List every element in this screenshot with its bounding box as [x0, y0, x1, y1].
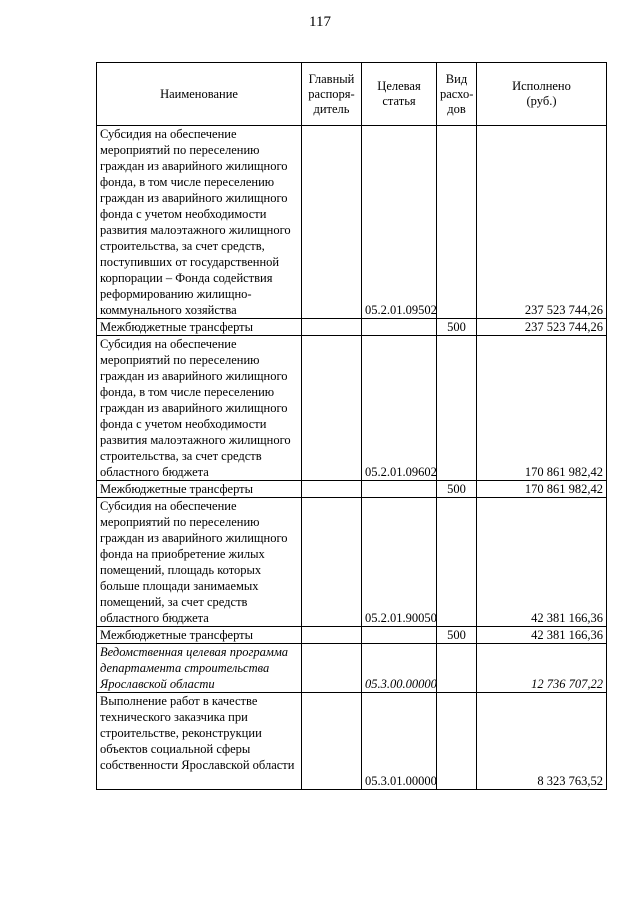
name-line: Межбюджетные трансферты [100, 320, 254, 334]
cell-name [97, 336, 302, 481]
page-number: 117 [309, 14, 331, 30]
name-line: коммунального хозяйства [100, 303, 237, 317]
cell-name [97, 319, 302, 336]
name-line: мероприятий по переселению [100, 353, 260, 367]
header-glavny: Главный распоря- дитель [302, 63, 362, 126]
table-row [97, 126, 607, 319]
name-line: мероприятий по переселению [100, 143, 260, 157]
cell-vr: 500 [437, 481, 477, 498]
cell-name [97, 498, 302, 627]
cell-vr [437, 498, 477, 627]
cell-glavny [302, 126, 362, 319]
cell-ex: 12 736 707,22 [477, 644, 607, 693]
name-line: Субсидия на обеспечение [100, 127, 237, 141]
header-vr: Вид расхо- дов [437, 63, 477, 126]
cell-glavny [302, 336, 362, 481]
name-line: технического заказчика при [100, 710, 248, 724]
name-line: фонда, в том числе переселению [100, 385, 275, 399]
name-line [100, 773, 298, 789]
table-row [97, 693, 607, 790]
name-line: Ведомственная целевая программа [100, 645, 289, 659]
name-line: фонда с учетом необходимости [100, 417, 267, 431]
name-line: строительства, за счет средств [100, 449, 262, 463]
header-cs: Целевая статья [362, 63, 437, 126]
cell-glavny [302, 481, 362, 498]
cell-cs [362, 627, 437, 644]
cell-ex: 8 323 763,52 [477, 693, 607, 790]
table-row [97, 336, 607, 481]
cell-ex: 170 861 982,42 [477, 336, 607, 481]
name-line: граждан из аварийного жилищного [100, 159, 288, 173]
name-line: Субсидия на обеспечение [100, 337, 237, 351]
name-line: поступивших от государственной [100, 255, 280, 269]
cell-ex: 42 381 166,36 [477, 627, 607, 644]
name-line: граждан из аварийного жилищного [100, 531, 288, 545]
name-line: граждан из аварийного жилищного [100, 191, 288, 205]
cell-name [97, 644, 302, 693]
cell-vr [437, 336, 477, 481]
name-line: развития малоэтажного жилищного [100, 433, 291, 447]
name-line: областного бюджета [100, 611, 209, 625]
cell-name [97, 627, 302, 644]
name-line: граждан из аварийного жилищного [100, 401, 288, 415]
cell-cs: 05.2.01.90050 [362, 498, 437, 627]
name-line: граждан из аварийного жилищного [100, 369, 288, 383]
cell-cs: 05.2.01.09502 [362, 126, 437, 319]
cell-vr [437, 126, 477, 319]
cell-glavny [302, 644, 362, 693]
name-line: Межбюджетные трансферты [100, 482, 254, 496]
table-header-row [97, 63, 607, 126]
table-row [97, 627, 607, 644]
name-line: Ярославской области [100, 677, 215, 691]
name-line: больше площади занимаемых [100, 579, 259, 593]
cell-glavny [302, 319, 362, 336]
name-line: объектов социальной сферы [100, 742, 251, 756]
name-line: корпорации – Фонда содействия [100, 271, 273, 285]
cell-ex: 237 523 744,26 [477, 319, 607, 336]
name-line: развития малоэтажного жилищного [100, 223, 291, 237]
budget-table [96, 62, 607, 790]
table-row [97, 481, 607, 498]
cell-ex: 42 381 166,36 [477, 498, 607, 627]
cell-cs [362, 319, 437, 336]
cell-glavny [302, 498, 362, 627]
name-line: Выполнение работ в качестве [100, 694, 258, 708]
name-line: Субсидия на обеспечение [100, 499, 237, 513]
header-name: Наименование [97, 63, 302, 126]
cell-cs [362, 481, 437, 498]
name-line: строительства, за счет средств, [100, 239, 265, 253]
cell-cs: 05.3.00.00000 [362, 644, 437, 693]
cell-cs: 05.2.01.09602 [362, 336, 437, 481]
cell-vr [437, 693, 477, 790]
name-line: фонда на приобретение жилых [100, 547, 265, 561]
table-row [97, 644, 607, 693]
table-row [97, 498, 607, 627]
cell-glavny [302, 627, 362, 644]
name-line: фонда с учетом необходимости [100, 207, 267, 221]
name-line: мероприятий по переселению [100, 515, 260, 529]
cell-name [97, 481, 302, 498]
name-line: фонда, в том числе переселению [100, 175, 275, 189]
cell-vr: 500 [437, 627, 477, 644]
name-line: реформированию жилищно- [100, 287, 252, 301]
header-ex: Исполнено (руб.) [477, 63, 607, 126]
table-row [97, 319, 607, 336]
cell-ex: 170 861 982,42 [477, 481, 607, 498]
name-line: департамента строительства [100, 661, 270, 675]
name-line: помещений, за счет средств [100, 595, 248, 609]
name-line: строительстве, реконструкции [100, 726, 262, 740]
cell-vr [437, 644, 477, 693]
name-line: помещений, площадь которых [100, 563, 262, 577]
cell-ex: 237 523 744,26 [477, 126, 607, 319]
cell-vr: 500 [437, 319, 477, 336]
cell-name [97, 693, 302, 790]
name-line: собственности Ярославской области [100, 758, 295, 772]
name-line: Межбюджетные трансферты [100, 628, 254, 642]
cell-name [97, 126, 302, 319]
cell-cs: 05.3.01.00000 [362, 693, 437, 790]
name-line: областного бюджета [100, 465, 209, 479]
cell-glavny [302, 693, 362, 790]
